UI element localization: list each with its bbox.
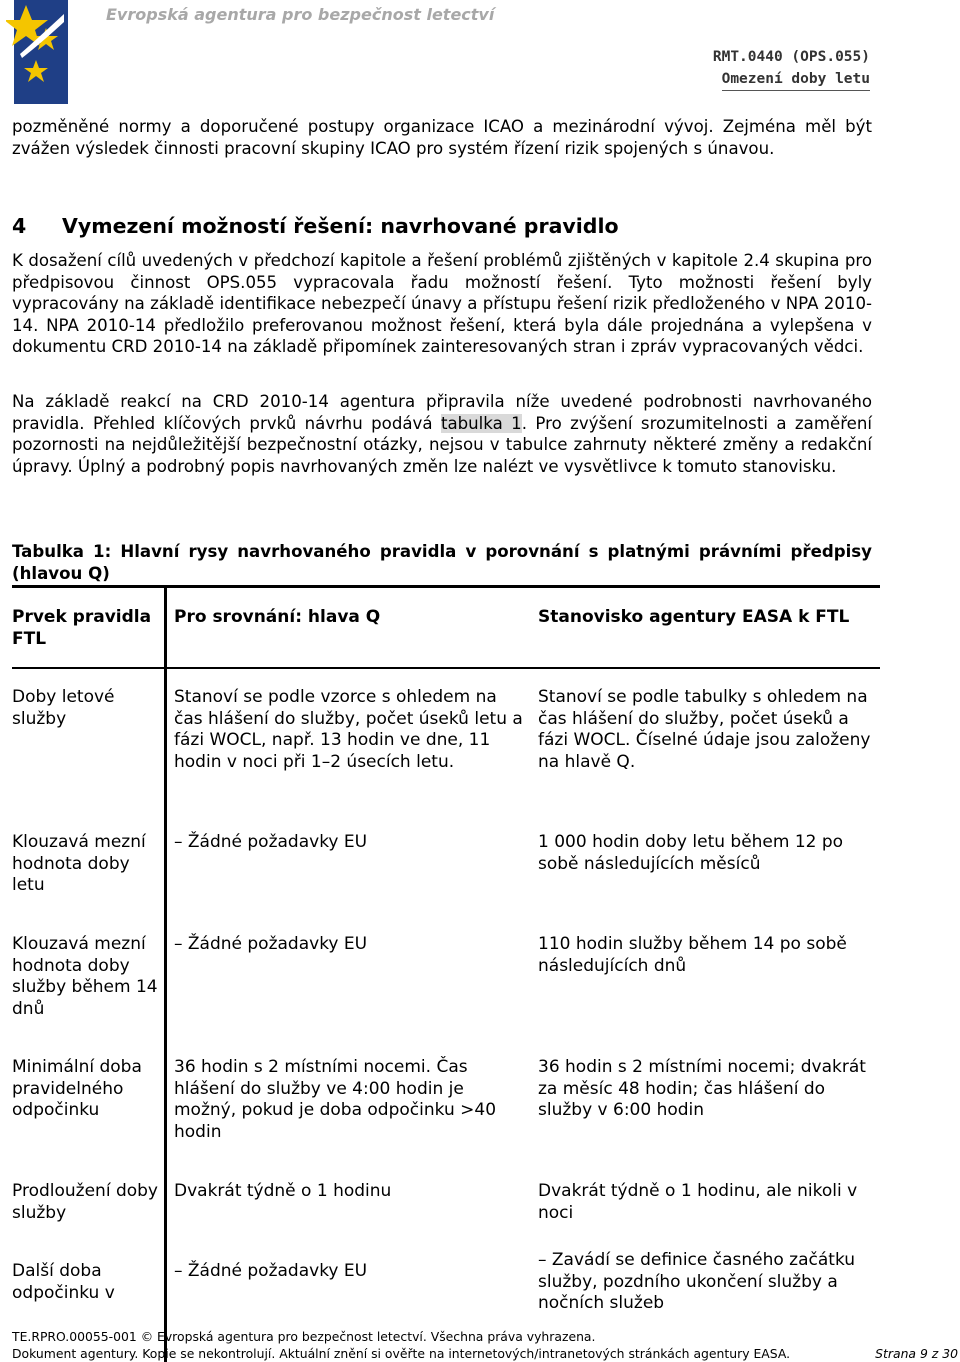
paragraph-2-text-end: . Pro zvýšení srozumitelnosti a zaměření pozornosti na nejdůležitější bezpečnostní otázky, nejsou v tabulce zahrnuty některé změny a redakční úpravy. Úplný a podrobný popis navrhovaných změn lze nalézt ve vysvětlivce k tomuto stanovisku. (12, 413, 872, 476)
table-cell: 36 hodin s 2 místními nocemi. Čas hlášení do služby ve 4:00 hodin je možný, pokud je doba odpočinku >40 hodin (174, 1057, 497, 1143)
table-cell: Stanoví se podle tabulky s ohledem na čas hlášení do služby, počet úseků a fázi WOCL. Číselné údaje jsou založeny na hlavě Q. (538, 687, 871, 773)
table-cell: 36 hodin s 2 místními nocemi; dvakrát za měsíc 48 hodin; čas hlášení do služby v 6:00 hodin (538, 1057, 866, 1121)
easa-logo (6, 0, 68, 104)
easa-logo-graphic (6, 0, 68, 104)
document-reference (713, 46, 870, 91)
footer-copyright: TE.RPRO.00055-001 © Evropská agentura pro bezpečnost letectví. Všechna práva vyhrazena. (12, 1329, 596, 1344)
table-cell: Klouzavá mezní hodnota doby letu (12, 832, 146, 896)
table-cell: – Žádné požadavky EU (174, 1261, 368, 1281)
table-header-subpart-q: Pro srovnání: hlava Q (174, 607, 381, 627)
section-paragraph-2 (12, 391, 872, 477)
table-cell: 110 hodin služby během 14 po sobě následujících dnů (538, 934, 847, 976)
table-cell: – Žádné požadavky EU (174, 934, 368, 954)
table-top-rule (12, 585, 880, 588)
paragraph-2-text-start: Na základě reakcí na CRD 2010-14 agentura připravila níže uvedené podrobnosti navrhovaného pravidla. Přehled klíčových prvků návrhu podává (12, 392, 872, 433)
intro-paragraph: pozměněné normy a doporučené postupy organizace ICAO a mezinárodní vývoj. Zejména měl být zvážen výsledek činnosti pracovní skupiny ICAO pro systém řízení rizik spojených s únavou. (12, 117, 872, 158)
document-code: RMT.0440 (OPS.055) (712, 49, 870, 65)
page-number: Strana 9 z 30 (875, 1346, 958, 1361)
table-header-element: Prvek pravidla FTL (12, 607, 152, 649)
footer-disclaimer: Dokument agentury. Kopie se nekontrolují. Aktuální znění si ověřte na internetových/intranetových stránkách agentury EASA. (12, 1346, 791, 1361)
table-cell: – Zavádí se definice časného začátku služby, pozdního ukončení služby a nočních služeb (538, 1250, 856, 1314)
section-number: 4 (12, 214, 27, 238)
table-cell: Prodloužení doby služby (12, 1181, 158, 1223)
table-cell: 1 000 hodin doby letu během 12 po sobě následujících měsíců (538, 832, 844, 874)
section-heading (12, 214, 619, 238)
table-cell: Minimální doba pravidelného odpočinku (12, 1057, 142, 1121)
table-header-rule (12, 667, 880, 669)
table-cell: Stanoví se podle vzorce s ohledem na čas hlášení do služby, počet úseků letu a fázi WOCL, např. 13 hodin ve dne, 11 hodin v noci při 1–2 úsecích letu. (174, 687, 523, 773)
section-title: Vymezení možností řešení: navrhované pravidlo (62, 214, 619, 238)
table-column-divider (164, 588, 167, 1362)
table-cell: – Žádné požadavky EU (174, 832, 368, 852)
table-header-easa-opinion: Stanovisko agentury EASA k FTL (538, 607, 850, 627)
table-cell: Dvakrát týdně o 1 hodinu, ale nikoli v noci (538, 1181, 858, 1223)
section-paragraph-1: K dosažení cílů uvedených v předchozí kapitole a řešení problémů zjištěných v kapitole 2.4 skupina pro předpisovou činnost OPS.055 vypracovala řadu možností řešení. Tyto možnosti řešení byly vypracovány na základě identifikace nebezpečí únavy a přístupu řešení rizik předloženého v NPA 2010-14. NPA 2010-14 předložilo preferovanou možnost řešení, která byla dále projednána a vylepšena v dokumentu CRD 2010-14 na základě připomínek zainteresovaných stran i zpráv vypracovaných vědci. (12, 251, 872, 357)
document-subtitle: Omezení doby letu (722, 68, 870, 91)
table-1-reference-link[interactable]: tabulka 1 (440, 413, 522, 433)
table-caption: Tabulka 1: Hlavní rysy navrhovaného pravidla v porovnání s platnými právními předpisy (hlavou Q) (12, 542, 872, 583)
table-cell: Dvakrát týdně o 1 hodinu (174, 1181, 392, 1201)
page-footer (12, 1328, 958, 1362)
table-cell: Doby letové služby (12, 687, 115, 729)
table-cell: Další doba odpočinku v (12, 1261, 115, 1303)
agency-title: Evropská agentura pro bezpečnost letectví (106, 5, 495, 24)
table-cell: Klouzavá mezní hodnota doby služby během 14 dnů (12, 934, 158, 1020)
